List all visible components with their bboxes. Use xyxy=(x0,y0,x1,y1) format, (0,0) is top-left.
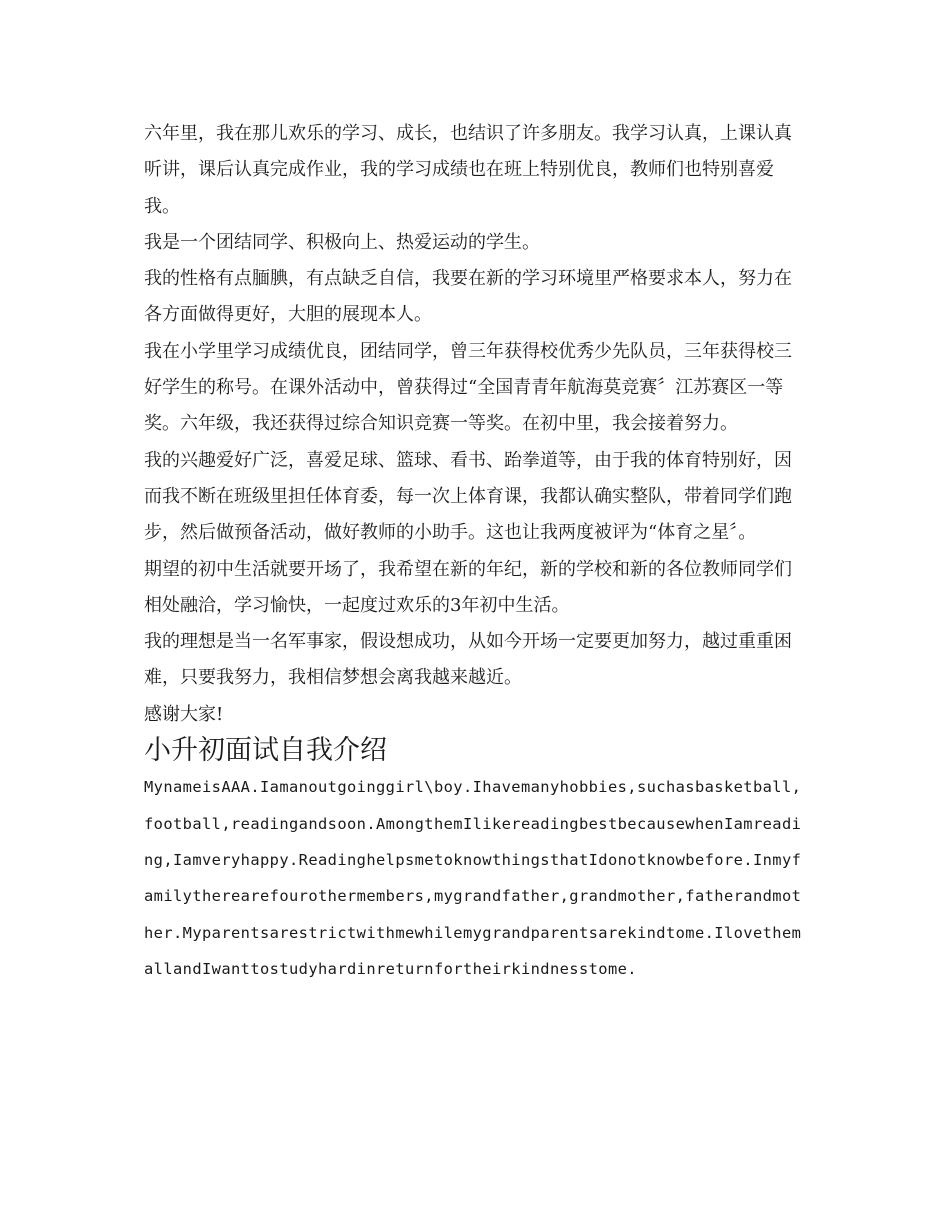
paragraph-achievements: 我在小学里学习成绩优良，团结同学，曾三年获得校优秀少先队员，三年获得校三好学生的称号。在课外活动中，曾获得过“全国青青年航海莫竞赛〞江苏赛区一等奖。六年级，我还获得过综合知识竞赛一等奖。在初中里，我会接着努力。 xyxy=(144,340,792,435)
paragraph-expectations: 期望的初中生活就要开场了，我希望在新的年纪，新的学校和新的各位教师同学们相处融洽，学习愉快，一起度过欢乐的3年初中生活。 xyxy=(144,558,792,616)
english-introduction: MynameisAAA.Iamanoutgoinggirl\boy.Ihavemanyhobbies,suchasbasketball,football,readingandsoon.AmongthemIlikereadingbestbecausewhenIamreading,Iamveryhappy.ReadinghelpsmetoknowthingsthatIdonotknowbefore.Inmyfamilytherearefourothermembers,mygrandfather,grandmother,fatherandmother.Myparentsarestrictwithmewhilemygrandparentsarekindtome.IlovethemallandIwanttostudyhardinreturnfortheirkindnesstome. xyxy=(144,778,802,978)
document-body xyxy=(144,116,806,987)
section-title: 小升初面试自我介绍 xyxy=(144,735,387,767)
paragraph-six-years: 六年里，我在那儿欢乐的学习、成长，也结识了许多朋友。我学习认真，上课认真听讲，课后认真完成作业，我的学习成绩也在班上特别优良，教师们也特别喜爱我。 xyxy=(144,123,792,217)
paragraph-student-traits: 我是一个团结同学、积极向上、热爱运动的学生。 xyxy=(144,231,540,253)
paragraph-thanks: 感谢大家! xyxy=(144,703,224,725)
paragraph-ideal: 我的理想是当一名军事家，假设想成功，从如今开场一定要更加努力，越过重重困难，只要我努力，我相信梦想会离我越来越近。 xyxy=(144,631,792,689)
paragraph-personality: 我的性格有点腼腆，有点缺乏自信，我要在新的学习环境里严格要求本人，努力在各方面做得更好，大胆的展现本人。 xyxy=(144,268,792,326)
paragraph-hobbies: 我的兴趣爱好广泛，喜爱足球、篮球、看书、跆拳道等，由于我的体育特别好，因而我不断在班级里担任体育委，每一次上体育课，我都认确实整队，带着同学们跑步，然后做预备活动，做好教师的小助手。这也让我两度被评为“体育之星〞。 xyxy=(144,449,792,544)
